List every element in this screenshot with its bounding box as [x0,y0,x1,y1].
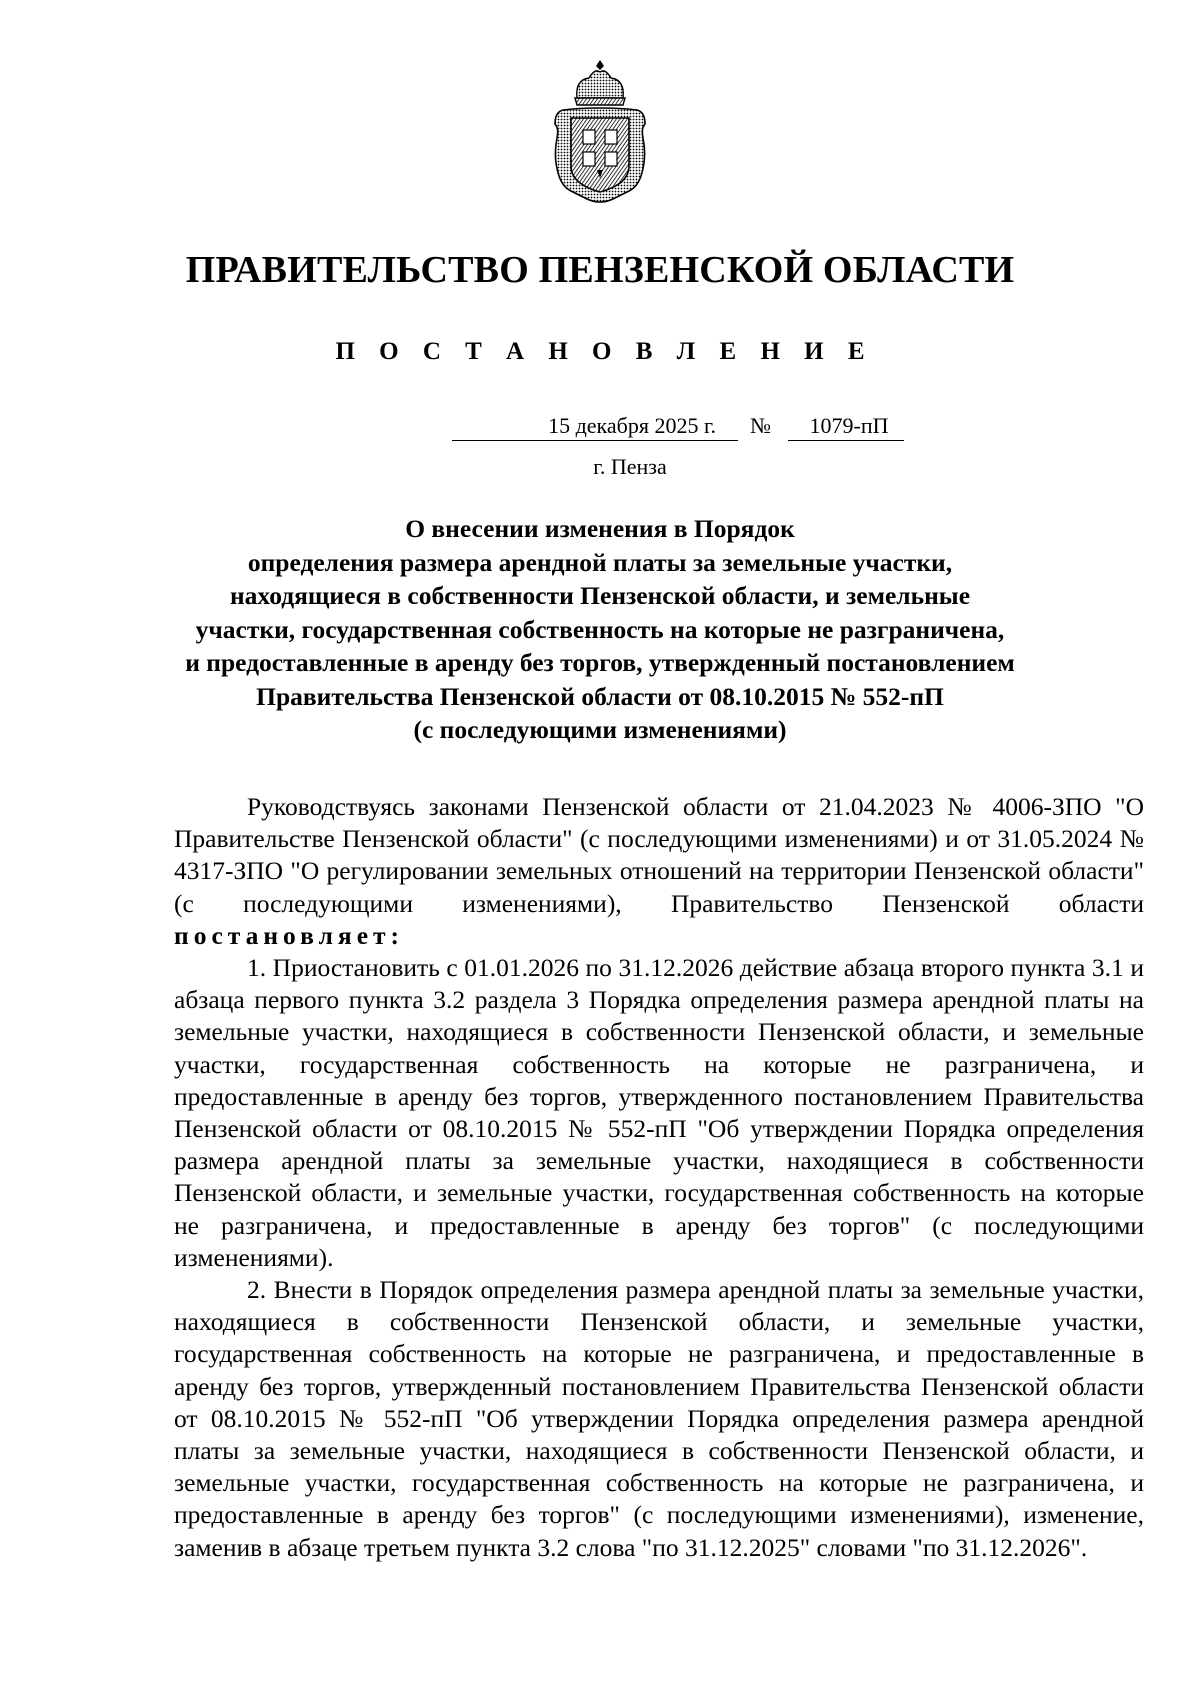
heading-line: находящиеся в собственности Пензенской области, и земельные [229,581,971,610]
preamble-text: Руководствуясь законами Пензенской области от 21.04.2023 № 4006-ЗПО "О Правительстве Пензенской области" (с последующими изменениями) и от 31.05.2024 № 4317-ЗПО "О регулировании земельных отношений на территории Пензенской области" (с последующими изменениями), Правительство Пензенской области [174,792,1144,918]
government-title: ПРАВИТЕЛЬСТВО ПЕНЗЕНСКОЙ ОБЛАСТИ [185,249,1015,291]
coat-of-arms-icon [545,58,655,208]
heading-line: (с последующими изменениями) [413,715,787,744]
resolves-word: постановляет: [174,920,405,950]
item-2-paragraph: 2. Внести в Порядок определения размера арендной платы за земельные участки, находящиеся в собственности Пензенской области, и земельные участки, государственная собственность на которые не разграничена, и предоставленные в аренду без торгов, утвержденный постановлением Правительства Пензенской области от 08.10.2015 № 552-пП "Об утверждении Порядка определения размера арендной платы за земельные участки, находящиеся в собственности Пензенской области, и земельные участки, государственная собственность на которые не разграничена, и предоставленные в аренду без торгов" (с последующими изменениями), изменение, заменив в абзаце третьем пункта 3.2 слова "по 31.12.2025" словами "по 31.12.2026". [174,1275,1144,1562]
document-heading [150,512,1050,747]
number-sign: № [750,413,771,438]
item-1-paragraph: 1. Приостановить с 01.01.2026 по 31.12.2026 действие абзаца второго пункта 3.1 и абзаца первого пункта 3.2 раздела 3 Порядка определения размера арендной платы на земельные участки, находящиеся в собственности Пензенской области, и земельные участки, государственная собственность на которые не разграничена, и предоставленные в аренду без торгов, утвержденного постановлением Правительства Пензенской области от 08.10.2015 № 552-пП "Об утверждении Порядка определения размера арендной платы за земельные участки, находящиеся в собственности Пензенской области, и земельные участки, государственная собственность на которые не разграничена, и предоставленные в аренду без торгов" (с последующими изменениями). [174,953,1144,1272]
heading-line: О внесении изменения в Порядок [405,514,795,543]
heading-line: участки, государственная собственность на которые не разграничена, [195,614,1005,644]
document-city: г. Пенза [593,454,667,479]
document-type: П О С Т А Н О В Л Е Н И Е [335,338,874,365]
preamble-paragraph [174,791,1144,952]
heading-line: Правительства Пензенской области от 08.10.2015 № 552-пП [256,681,944,711]
date-number-line [452,413,892,443]
heading-line: определения размера арендной платы за земельные участки, [247,547,953,577]
heading-line: и предоставленные в аренду без торгов, утвержденный постановлением [185,648,1015,677]
document-date: 15 декабря 2025 г. [452,413,738,441]
document-body [174,791,1144,1564]
document-number: 1079-пП [788,413,904,441]
